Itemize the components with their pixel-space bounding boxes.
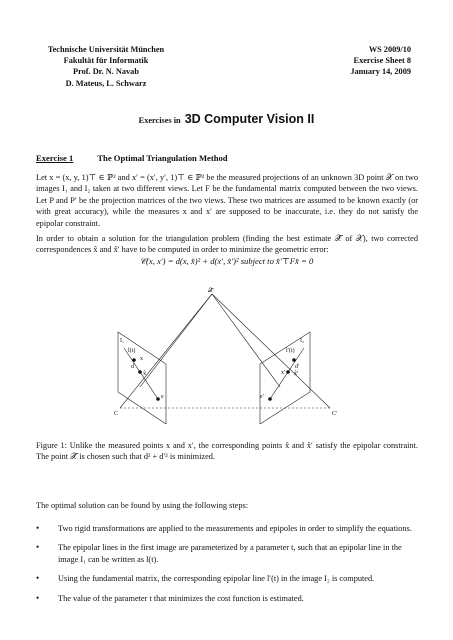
step-text: Using the fundamental matrix, the corresponding epipolar line l′(t) in the image I₂ is computed.: [58, 574, 375, 584]
ray-left-1: [140, 294, 212, 387]
header-faculty: Fakultät für Informatik: [63, 56, 149, 66]
image-plane-2: [260, 332, 310, 424]
ray-right-1: [212, 294, 280, 387]
bullet-icon: •: [36, 542, 40, 553]
intro-paragraph: Let x = (x, y, 1)⊤ ∈ ℙ² and x′ = (x′, y′, 1)⊤ ∈ ℙ² be the measured projections of an unknown 3D point 𝒳 on two images I₁ and I₂ taken at two different views. Let F be the fundamental matrix computed between the two views. Let P and P′ be the projection matrices of the two views. These two matrices are assumed to be known exactly (or with great accuracy), while the measures x and x′ are supposed to be inaccurate, i.e. they do not satisfy the epipolar constraint.: [36, 173, 418, 228]
exercise-name: The Optimal Triangulation Method: [97, 153, 228, 163]
label-Cp: C′: [332, 411, 338, 417]
label-xh: x̂: [143, 371, 146, 377]
bullet-icon: •: [36, 523, 40, 533]
point-x-hat: [138, 370, 142, 374]
problem-paragraph: In order to obtain a solution for the triangulation problem (finding the best estimate 𝒳̂ of 𝒳), two corrected correspondences x̂ and x̂′ have to be computed in order to minimize the geometric error:: [36, 234, 418, 255]
exercise-heading: [36, 153, 228, 163]
epipolar-line-2: [270, 348, 304, 399]
header-sheet: Exercise Sheet 8: [353, 56, 411, 66]
point-x-hat-prime: [286, 370, 290, 374]
header-university: Technische Universität München: [47, 45, 165, 54]
list-item: [36, 593, 418, 604]
list-item: [36, 573, 418, 584]
ray-right-2: [212, 294, 330, 408]
cost-equation: 𝒞(x, x′) = d(x, x̂)² + d(x′, x̂′)² subject to x̂′⊤Fx̂ = 0: [139, 256, 314, 266]
label-xhp: x̂′: [294, 371, 299, 377]
label-I2: I₂: [300, 338, 305, 344]
step-text: The epipolar lines in the first image are parameterized by a parameter t, such that an epipolar line in the image I₁ can be written as l(t).: [58, 543, 402, 564]
header-left: [36, 44, 176, 89]
label-e: e: [161, 394, 164, 400]
figure-caption: Figure 1: Unlike the measured points x and x′, the corresponding points x̂ and x̂′ satisfy the epipolar constraint. The point 𝒳̂ is chosen such that d² + d′² is minimized.: [36, 441, 418, 462]
point-x: [132, 358, 136, 362]
list-item: [36, 523, 418, 534]
title-prefix: Exercises in: [138, 116, 181, 125]
label-l: l(t): [128, 348, 136, 354]
steps-intro: The optimal solution can be found by using the following steps:: [36, 501, 249, 510]
bullet-icon: •: [36, 592, 40, 603]
page-title: [0, 110, 453, 128]
label-xp: x′: [281, 370, 286, 376]
label-I1: I₁: [120, 338, 125, 344]
label-X: 𝒳̂: [208, 288, 214, 294]
point-e-prime: [268, 397, 272, 401]
image-plane-1: [118, 332, 166, 424]
list-item: [36, 542, 418, 565]
bullet-icon: •: [36, 573, 40, 584]
title-main: 3D Computer Vision II: [184, 112, 315, 126]
label-dp: d′: [295, 364, 300, 370]
header-semester: WS 2009/10: [368, 45, 411, 54]
point-x-prime: [292, 358, 296, 362]
label-C: C: [114, 411, 119, 417]
label-d: d: [131, 364, 134, 370]
header-professor: Prof. Dr. N. Navab: [73, 67, 139, 77]
steps-list: [36, 523, 418, 612]
step-text: The value of the parameter t that minimizes the cost function is estimated.: [58, 593, 304, 603]
step-text: Two rigid transformations are applied to the measurements and epipoles in order to simplify the equations.: [58, 524, 412, 533]
label-ep: e′: [260, 394, 264, 400]
header-right: [271, 44, 411, 78]
header-assistants: D. Mateus, L. Schwarz: [65, 78, 147, 88]
exercise-number: Exercise 1: [36, 153, 74, 163]
triangulation-figure: [100, 284, 360, 424]
label-lp: l′(t): [286, 348, 295, 354]
point-e: [156, 397, 160, 401]
label-x: x: [140, 356, 143, 362]
header-date: January 14, 2009: [350, 67, 411, 77]
